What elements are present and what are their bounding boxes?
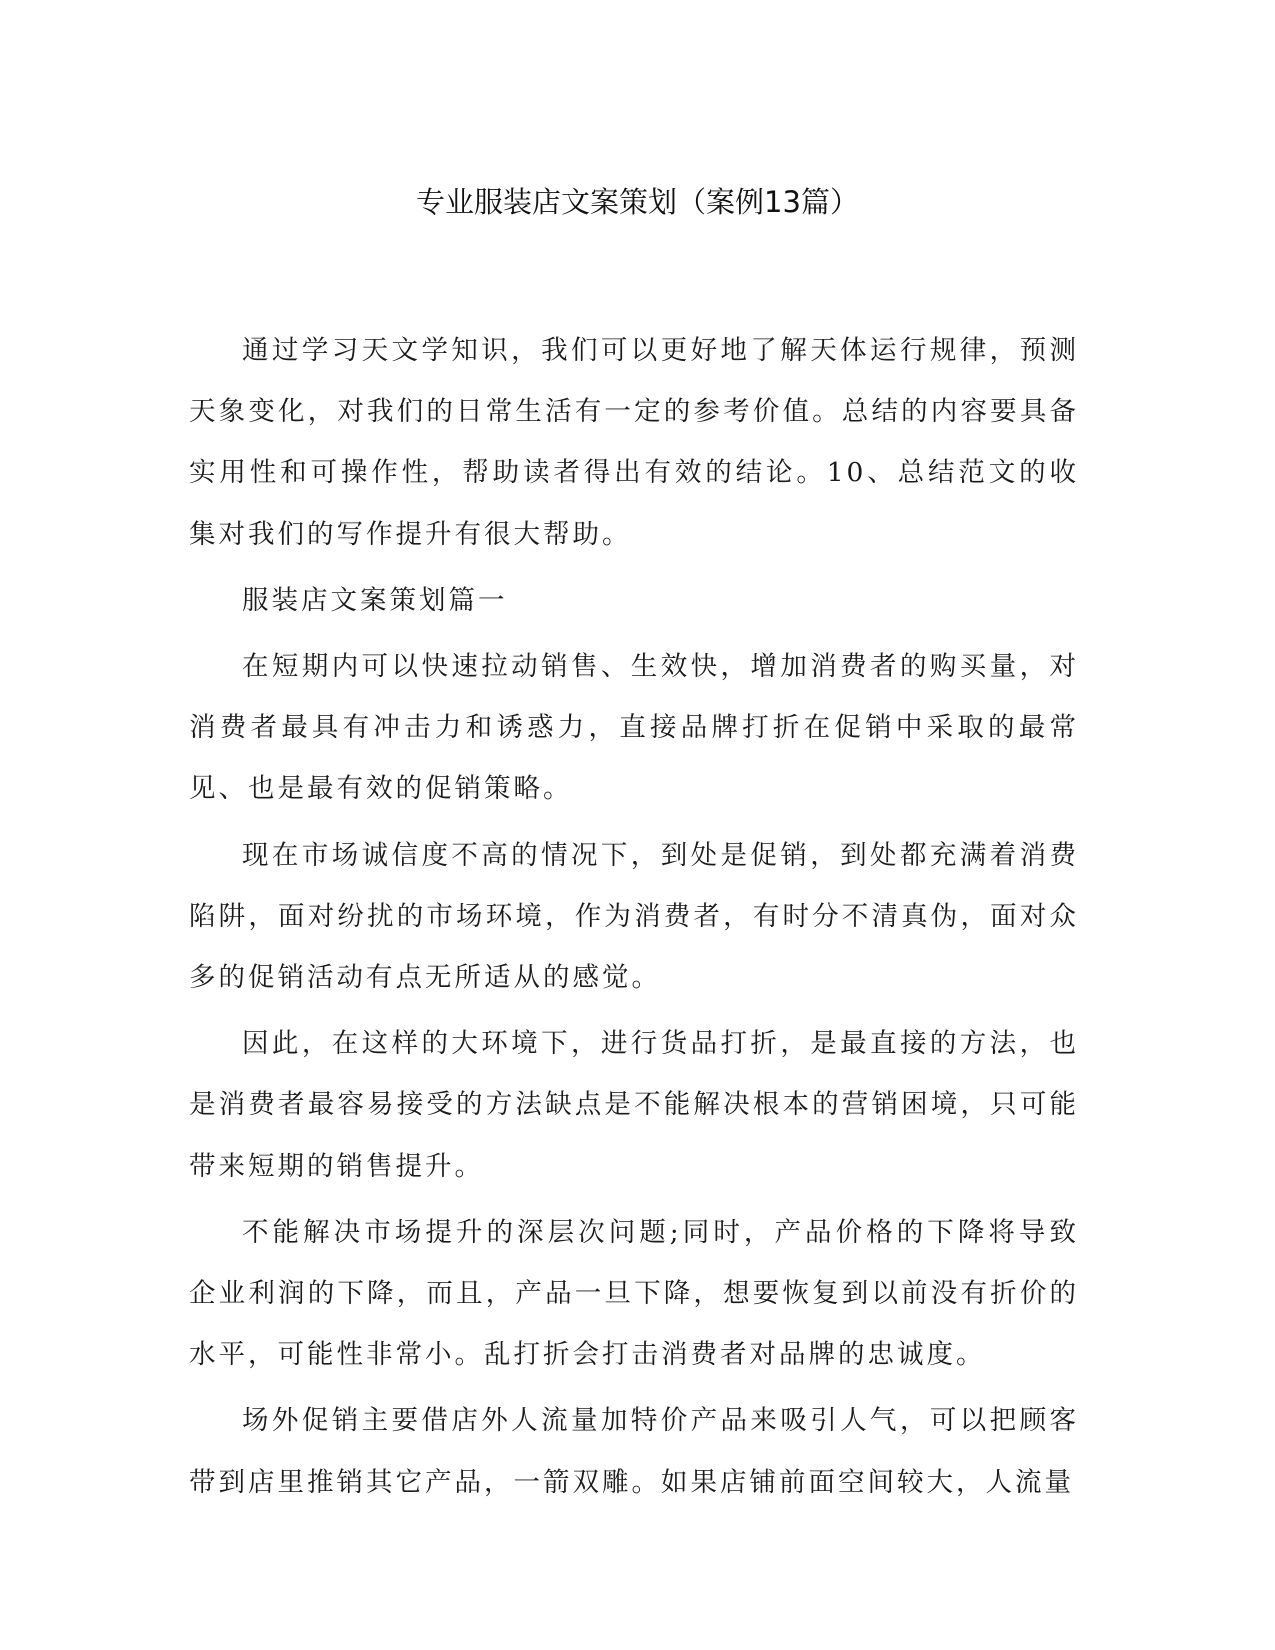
body-paragraph: 场外促销主要借店外人流量加特价产品来吸引人气，可以把顾客带到店里推销其它产品，一箭双雕。如果店铺前面空间较大，人流量 <box>189 1405 1079 1498</box>
body-paragraph: 在短期内可以快速拉动销售、生效快，增加消费者的购买量，对消费者最具有冲击力和诱惑力，直接品牌打折在促销中采取的最常见、也是最有效的促销策略。 <box>189 651 1079 805</box>
document-title: 专业服装店文案策划（案例13篇） <box>416 185 859 219</box>
body-paragraph: 因此，在这样的大环境下，进行货品打折，是最直接的方法，也是消费者最容易接受的方法缺点是不能解决根本的营销困境，只可能带来短期的销售提升。 <box>189 1028 1079 1182</box>
document-body <box>189 320 1079 1518</box>
body-paragraph: 不能解决市场提升的深层次问题;同时，产品价格的下降将导致企业利润的下降，而且，产品一旦下降，想要恢复到以前没有折价的水平，可能性非常小。乱打折会打击消费者对品牌的忠诚度。 <box>189 1216 1079 1371</box>
intro-paragraph: 通过学习天文学知识，我们可以更好地了解天体运行规律，预测天象变化，对我们的日常生活有一定的参考价值。总结的内容要具备实用性和可操作性，帮助读者得出有效的结论。10、总结范文的收集对我们的写作提升有很大帮助。 <box>189 335 1079 550</box>
section-heading: 服装店文案策划篇一 <box>242 584 508 616</box>
body-paragraph: 现在市场诚信度不高的情况下，到处是促销，到处都充满着消费陷阱，面对纷扰的市场环境，作为消费者，有时分不清真伪，面对众多的促销活动有点无所适从的感觉。 <box>189 839 1079 994</box>
